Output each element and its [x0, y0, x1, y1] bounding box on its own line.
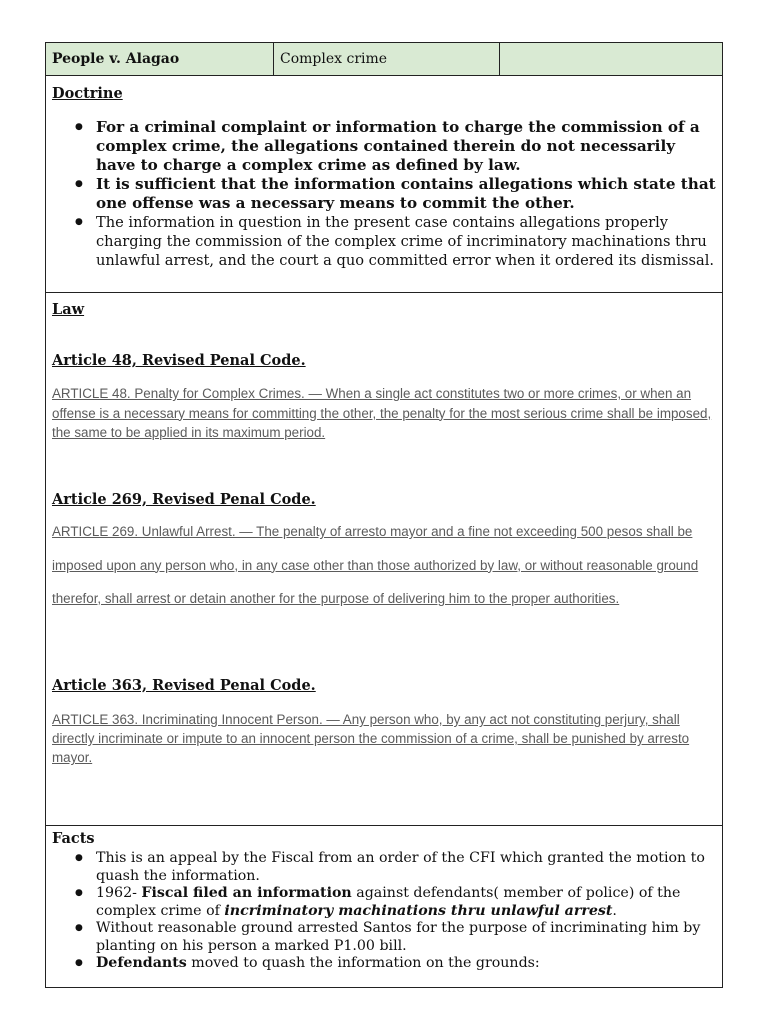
facts-bullet-4-bold: Defendants [96, 955, 187, 971]
facts-bullet-3: ● Without reasonable ground arrested Santos for the purpose of incriminating him by planting on his person a marked P1.00 bill. [96, 920, 716, 955]
facts-bullet-2-year: 1962- [96, 885, 137, 901]
doctrine-bullet-3: ● The information in question in the present case contains allegations properly charging the commission of the complex crime of incriminatory machinations thru unlawful arrest, and the court a quo committed error when it ordered its dismissal. [96, 213, 716, 270]
article-269-heading: Article 269, Revised Penal Code. [52, 491, 316, 508]
article-363-heading: Article 363, Revised Penal Code. [52, 677, 316, 694]
doctrine-bullet-1: ● For a criminal complaint or information to charge the commission of a complex crime, the allegations contained therein do not necessarily have to charge a complex crime as defined by law. [96, 118, 716, 175]
facts-title: Facts [52, 830, 95, 847]
facts-bullet-4-text: moved to quash the information on the grounds: [191, 955, 540, 971]
article-363-text: ARTICLE 363. Incriminating Innocent Person. — Any person who, by any act not constituting perjury, shall directly incriminate or impute to an innocent person the commission of a crime, shall be punished by arresto mayor. [52, 712, 690, 765]
facts-bullet-2-italic: incriminatory machinations thru unlawful arrest [224, 902, 613, 919]
facts-bullet-2-text: against defendants( member of police) of the complex crime of [96, 885, 681, 919]
doctrine-bullet-2: ● It is sufficient that the information contains allegations which state that one offense was a necessary means to commit the other. [96, 175, 716, 213]
law-title: Law [52, 301, 85, 318]
article-48-text: ARTICLE 48. Penalty for Complex Crimes. — When a single act constitutes two or more crimes, or when an offense is a necessary means for committing the other, the penalty for the most serious crime shall be imposed, the same to be applied in its maximum period. [52, 386, 712, 440]
article-269-text: ARTICLE 269. Unlawful Arrest. — The penalty of arresto mayor and a fine not exceeding 500 pesos shall be imposed upon any person who, in any case other than those authorized by law, or without reasonable ground therefor, shall arrest or detain another for the purpose of delivering him to the proper authorities. [52, 524, 699, 606]
facts-list [72, 850, 716, 973]
case-name-cell: People v. Alagao [46, 43, 274, 75]
article-48-heading: Article 48, Revised Penal Code. [52, 352, 306, 369]
facts-bullet-2-bold: Fiscal filed an information [141, 885, 352, 901]
facts-bullet-2 [96, 885, 716, 920]
doctrine-list [72, 118, 716, 270]
law-section [45, 293, 723, 826]
doctrine-title: Doctrine [52, 85, 123, 102]
topic-cell: Complex crime [274, 43, 500, 75]
facts-bullet-1: ● This is an appeal by the Fiscal from an order of the CFI which granted the motion to quash the information. [96, 850, 716, 885]
header-row [45, 42, 723, 76]
facts-bullet-4 [96, 955, 716, 973]
facts-bullet-2-end: . [612, 902, 617, 919]
case-digest-table [45, 42, 723, 988]
facts-section [45, 826, 723, 988]
empty-cell [500, 43, 722, 75]
doctrine-section [45, 76, 723, 293]
